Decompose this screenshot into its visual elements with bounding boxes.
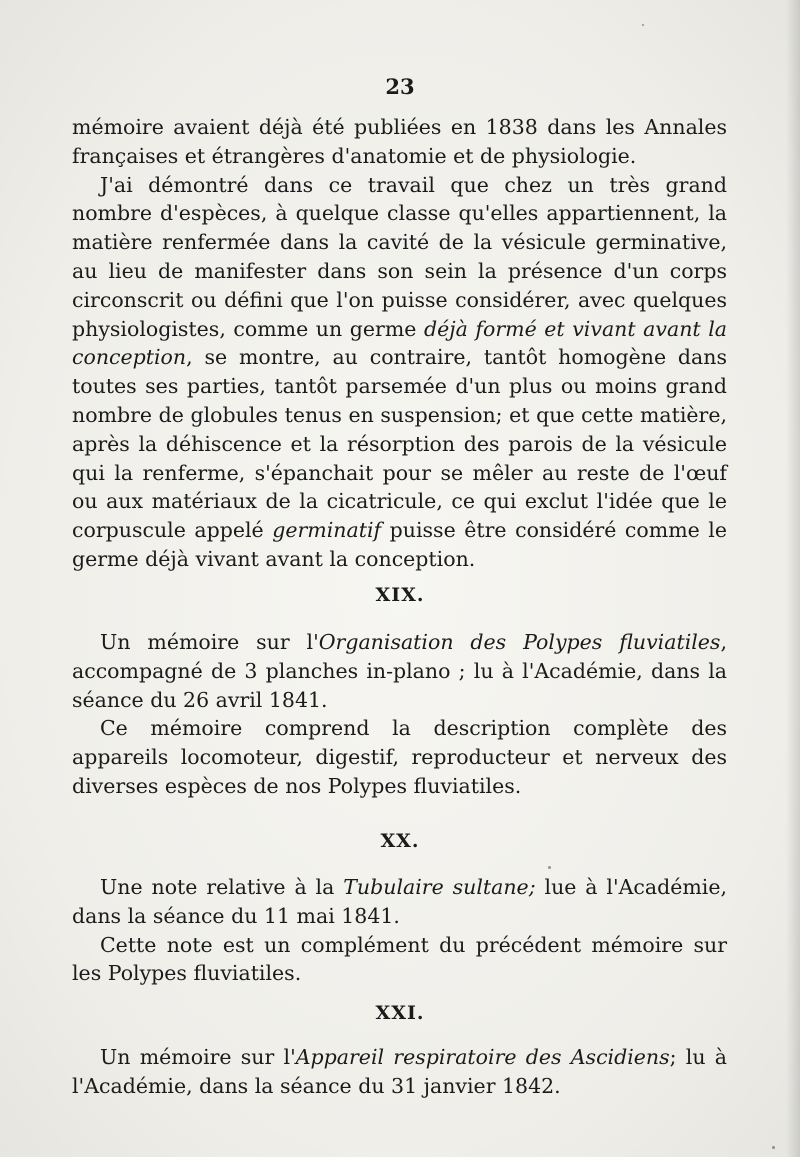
page-edge-shadow xyxy=(786,0,800,1157)
section-xxi-text xyxy=(72,1043,727,1101)
text-run: Cette note est un complément du précédent mémoire sur les Polypes fluviatiles. xyxy=(72,932,727,986)
paragraph xyxy=(72,714,727,800)
paragraph xyxy=(72,628,727,714)
text-run: Un mémoire sur l' xyxy=(100,1045,296,1069)
italic-text-run: Tubulaire sultane; xyxy=(343,875,536,899)
italic-text-run: déjà formé et vivant avant la conception xyxy=(72,316,727,370)
intro-text-block xyxy=(72,113,727,574)
text-run: mémoire avaient déjà été publiées en 1838 dans les Annales françaises et étrangères d'anatomie et de physiologie. xyxy=(72,115,727,168)
italic-text-run: Appareil respiratoire des Ascidiens xyxy=(295,1045,670,1069)
text-run: lue à l'Académie, dans la séance du 11 mai 1841. xyxy=(72,875,728,928)
text-run: , accompagné de 3 planches in-plano ; lu à l'Académie, dans la séance du 26 avril 1841. xyxy=(72,630,727,712)
section-heading-xix: XIX. xyxy=(375,584,425,606)
print-speck xyxy=(642,24,644,26)
section-heading-xx: XX. xyxy=(380,830,420,852)
text-run: , se montre, au contraire, tantôt homogène dans toutes ses parties, tantôt parsemée d'un plus ou moins grand nombre de globules tenus en suspension; et que cette matière, après la déhiscence et la résorption des parois de la vésicule qui la renferme, s'épanchait pour se mêler au reste de l'œuf ou aux matériaux de la cicatricule, ce qui exclut l'idée que le corpuscule appelé xyxy=(72,345,727,543)
text-run: J'ai démontré dans ce travail que chez un très grand nombre d'espèces, à quelque classe qu'elles appartiennent, la matière renfermée dans la cavité de la vésicule germinative, au lieu de manifester dans son sein la présence d'un corps circonscrit ou défini que l'on puisse considérer, avec quelques physiologistes, comme un germe xyxy=(72,172,727,341)
paragraph xyxy=(72,931,727,989)
paragraph xyxy=(72,873,727,931)
italic-text-run: germinatif xyxy=(272,518,382,543)
text-run: puisse être considéré comme le germe déjà vivant avant la conception. xyxy=(72,518,727,571)
print-speck xyxy=(548,866,551,869)
paragraph xyxy=(72,1043,727,1101)
page-number: 23 xyxy=(385,74,415,99)
print-speck xyxy=(772,1146,775,1149)
text-run: Une note relative à la xyxy=(100,875,344,899)
section-xix-text xyxy=(72,628,727,801)
text-run: Un mémoire sur l' xyxy=(100,630,319,654)
paragraph xyxy=(72,113,727,171)
section-heading-xxi: XXI. xyxy=(375,1002,425,1024)
text-run: Ce mémoire comprend la description complète des appareils locomoteur, digestif, reproducteur et nerveux des diverses espèces de nos Polypes fluviatiles. xyxy=(72,716,727,798)
text-run: ; lu à l'Académie, dans la séance du 31 janvier 1842. xyxy=(72,1045,727,1098)
section-xx-text xyxy=(72,873,727,988)
paragraph xyxy=(72,171,727,574)
italic-text-run: Organisation des Polypes fluviatiles xyxy=(318,630,721,654)
